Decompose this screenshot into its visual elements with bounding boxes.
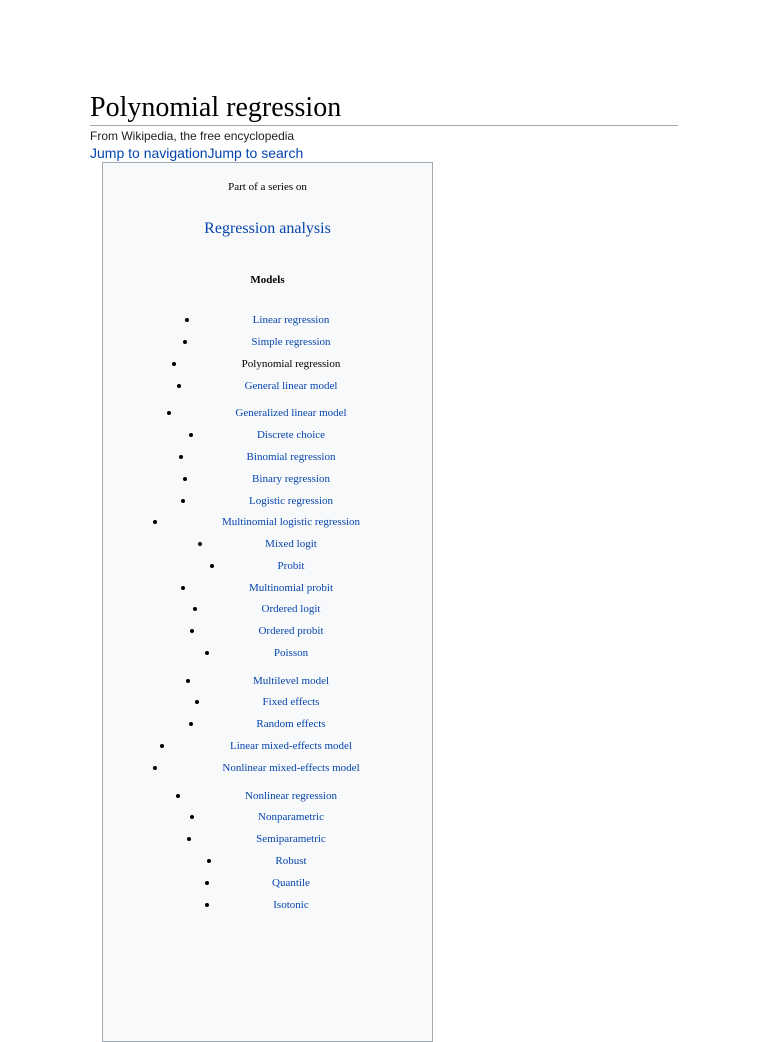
list-item-label: Polynomial regression	[241, 358, 341, 370]
list-item-link[interactable]: Generalized linear model	[235, 407, 347, 419]
jump-to-search-link[interactable]: Jump to search	[207, 145, 304, 161]
bullet-icon	[160, 744, 164, 748]
bullet-icon	[189, 722, 193, 726]
bullet-icon	[189, 433, 193, 437]
list-item-link[interactable]: Multinomial logistic regression	[221, 516, 361, 528]
bullet-icon	[176, 794, 180, 798]
bullet-icon	[179, 455, 183, 459]
list-item-link[interactable]: Fixed effects	[262, 696, 320, 708]
list-item-link[interactable]: Discrete choice	[256, 429, 326, 441]
bullet-icon	[177, 384, 181, 388]
list-item-link[interactable]: Multilevel model	[252, 675, 330, 687]
bullet-icon	[190, 815, 194, 819]
bullet-icon	[193, 607, 197, 611]
bullet-icon	[183, 340, 187, 344]
list-item-link[interactable]: Random effects	[256, 718, 326, 730]
list-item-link[interactable]: Linear regression	[252, 314, 330, 326]
bullet-icon	[195, 700, 199, 704]
bullet-icon	[181, 499, 185, 503]
list-item-link[interactable]: Nonparametric	[258, 811, 324, 823]
bullet-icon	[205, 881, 209, 885]
bullet-icon	[167, 411, 171, 415]
bullet-icon	[207, 859, 211, 863]
jump-links	[90, 144, 303, 162]
bullet-icon	[183, 477, 187, 481]
list-item-link[interactable]: Quantile	[272, 877, 310, 889]
list-item-link[interactable]: Ordered logit	[261, 603, 321, 615]
list-item-link[interactable]: Binary regression	[252, 473, 330, 485]
list-item-link[interactable]: Simple regression	[251, 336, 331, 348]
page-title: Polynomial regression	[90, 92, 342, 123]
list-item-link[interactable]: Isotonic	[273, 899, 309, 911]
bullet-icon	[205, 651, 209, 655]
section-heading-models: Models	[250, 274, 285, 286]
list-item-link[interactable]: Multinomial probit	[248, 582, 334, 594]
bullet-icon	[186, 679, 190, 683]
series-intro: Part of a series on	[228, 181, 307, 193]
list-item-link[interactable]: Nonlinear regression	[245, 790, 337, 802]
bullet-icon	[210, 564, 214, 568]
list-item-link[interactable]: Ordered probit	[258, 625, 324, 637]
series-title-link[interactable]: Regression analysis	[204, 220, 331, 237]
bullet-icon	[185, 318, 189, 322]
list-item-link[interactable]: Linear mixed-effects model	[230, 740, 352, 752]
list-item-link[interactable]: Robust	[275, 855, 307, 867]
bullet-icon	[153, 520, 157, 524]
bullet-icon	[172, 362, 176, 366]
title-divider	[90, 125, 678, 126]
bullet-icon	[198, 542, 202, 546]
list-item-link[interactable]: Probit	[277, 560, 305, 572]
bullet-icon	[190, 629, 194, 633]
jump-to-navigation-link[interactable]: Jump to navigation	[90, 145, 208, 161]
site-tagline: From Wikipedia, the free encyclopedia	[90, 129, 295, 143]
list-item-link[interactable]: Poisson	[273, 647, 309, 659]
bullet-icon	[153, 766, 157, 770]
bullet-icon	[181, 586, 185, 590]
list-item-link[interactable]: Binomial regression	[246, 451, 336, 463]
list-item-link[interactable]: Nonlinear mixed-effects model	[222, 762, 360, 774]
bullet-icon	[187, 837, 191, 841]
regression-series-sidebar	[102, 162, 433, 1042]
list-item-link[interactable]: Mixed logit	[265, 538, 317, 550]
list-item-link[interactable]: General linear model	[244, 380, 338, 392]
list-item-link[interactable]: Semiparametric	[256, 833, 326, 845]
list-item-link[interactable]: Logistic regression	[248, 495, 334, 507]
bullet-icon	[205, 903, 209, 907]
